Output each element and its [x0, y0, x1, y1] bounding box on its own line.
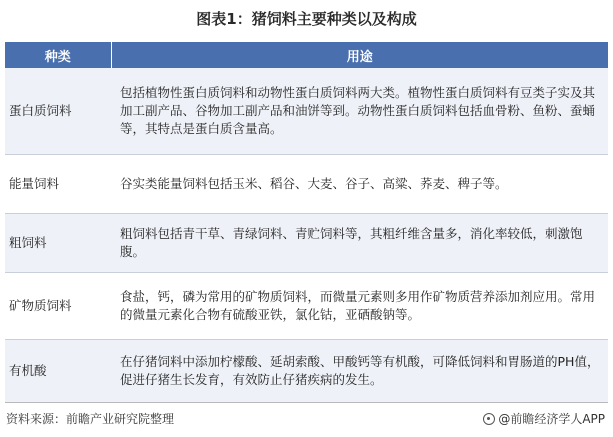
table-row: [5, 68, 608, 155]
header-usage: 用途: [111, 42, 608, 68]
cell-category: 有机酸: [5, 340, 111, 403]
cell-usage: 粗饲料包括青干草、青绿饲料、青贮饲料等，其粗纤维含量多，消化率较低，刺激饱腹。: [111, 214, 608, 273]
table-row: [5, 155, 608, 214]
cell-category: 能量饲料: [5, 155, 111, 214]
cell-category: 蛋白质饲料: [5, 68, 111, 155]
cell-category: 矿物质饲料: [5, 273, 111, 340]
table-row: [5, 273, 608, 340]
cell-usage: 谷实类能量饲料包括玉米、稻谷、大麦、谷子、高粱、荞麦、稗子等。: [111, 155, 608, 214]
cell-category: 粗饲料: [5, 214, 111, 273]
source-note: 资料来源：前瞻产业研究院整理: [6, 412, 175, 426]
table-row: [5, 340, 608, 403]
cell-usage: 包括植物性蛋白质饲料和动物性蛋白质饲料两大类。植物性蛋白质饲料有豆类子实及其加工副产品、谷物加工副产品和油饼等到。动物性蛋白质饲料包括血骨粉、鱼粉、蚕蛹等，其特点是蛋白质含量高。: [111, 68, 608, 155]
table-row: [5, 214, 608, 273]
chart-title: 图表1：猪饲料主要种类以及构成: [196, 10, 417, 28]
brand-credit: [483, 410, 605, 427]
header-category: 种类: [5, 42, 111, 68]
footer-divider: [5, 402, 608, 403]
brand-label: @前瞻经济学人APP: [498, 412, 605, 426]
cell-usage: 在仔猪饲料中添加柠檬酸、延胡索酸、甲酸钙等有机酸，可降低饲料和胃肠道的PH值，促进仔猪生长发育，有效防止仔猪疾病的发生。: [111, 340, 608, 403]
circle-logo-icon: [483, 413, 495, 425]
feed-types-table: [5, 42, 608, 403]
cell-usage: 食盐，钙，磷为常用的矿物质饲料，而微量元素则多用作矿物质营养添加剂应用。常用的微量元素化合物有硫酸亚铁，氯化钴，亚硒酸钠等。: [111, 273, 608, 340]
table-header-row: [5, 42, 608, 68]
